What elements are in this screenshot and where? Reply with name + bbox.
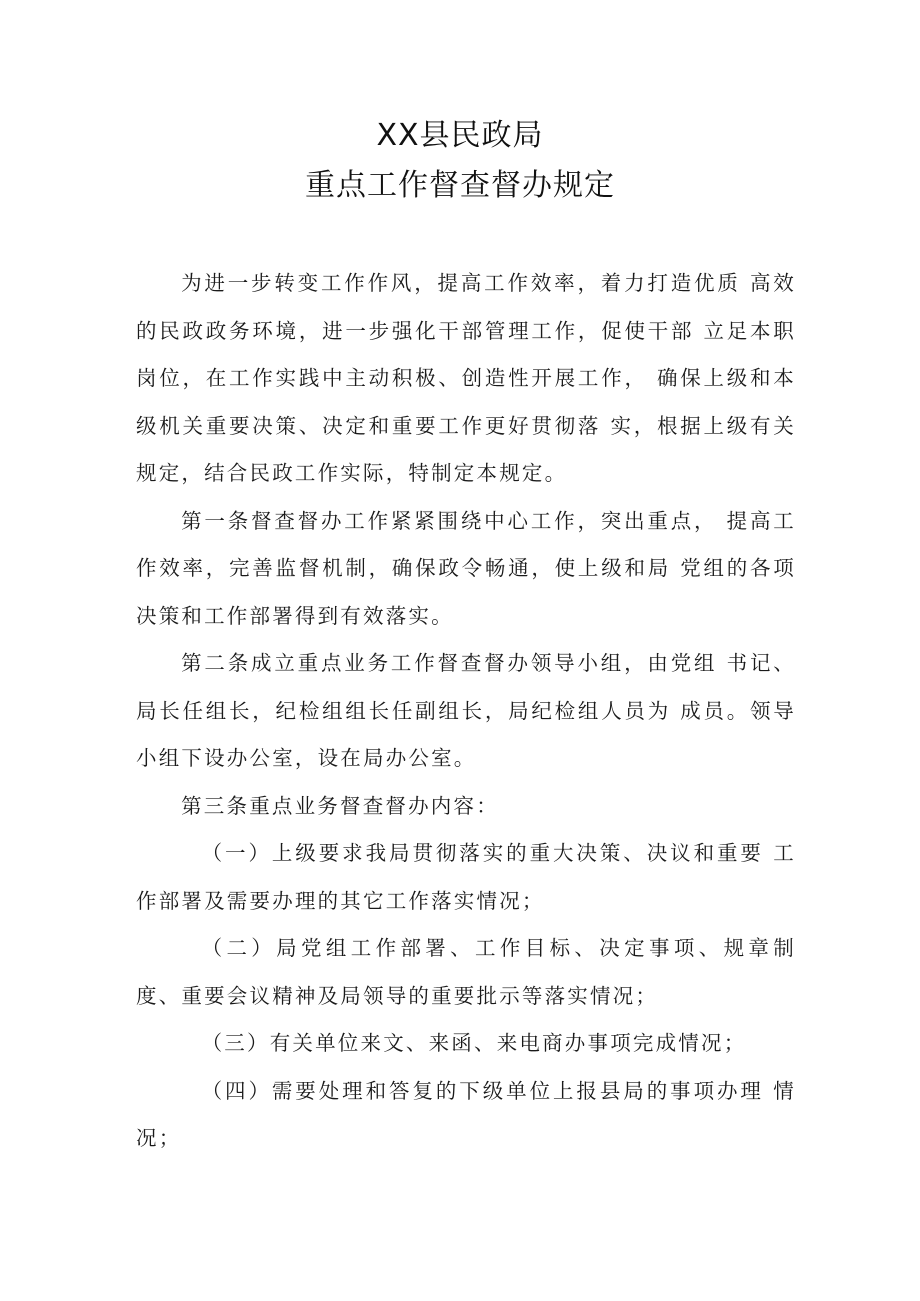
document-title-line1: XX县民政局 [376,118,544,153]
article-3-heading: 第三条重点业务督查督办内容： [181,793,499,818]
document-title-line2: 重点工作督查督办规定 [305,168,615,203]
article-3-item-3: （三）有关单位来文、来函、来电商办事项完成情况； [201,1031,747,1055]
document-body [136,260,796,1163]
article-3-item-1: （一）上级要求我局贯彻落实的重大决策、决议和重要 工作部署及需要办理的其它工作落实情况； [136,841,796,913]
article-3-item-4: （四）需要处理和答复的下级单位上报县局的事项办理 情况； [136,1078,796,1150]
article-3-item-2: （二）局党组工作部署、工作目标、决定事项、规章制 度、重要会议精神及局领导的重要批示等落实情况； [136,936,796,1008]
article-1-paragraph: 第一条督查督办工作紧紧围绕中心工作，突出重点， 提高工作效率，完善监督机制，确保政令畅通，使上级和局 党组的各项决策和工作部署得到有效落实。 [136,508,796,628]
article-2-paragraph: 第二条成立重点业务工作督查督办领导小组，由党组 书记、局长任组长，纪检组组长任副组长，局纪检组人员为 成员。领导小组下设办公室，设在局办公室。 [136,651,796,770]
intro-paragraph: 为进一步转变工作作风，提高工作效率，着力打造优质 高效的民政政务环境，进一步强化干部管理工作，促使干部 立足本职岗位，在工作实践中主动积极、创造性开展工作， 确保上级和本级机关重要决策、决定和重要工作更好贯彻落 实，根据上级有关规定，结合民政工作实际，特制定本规定。 [136,271,796,485]
